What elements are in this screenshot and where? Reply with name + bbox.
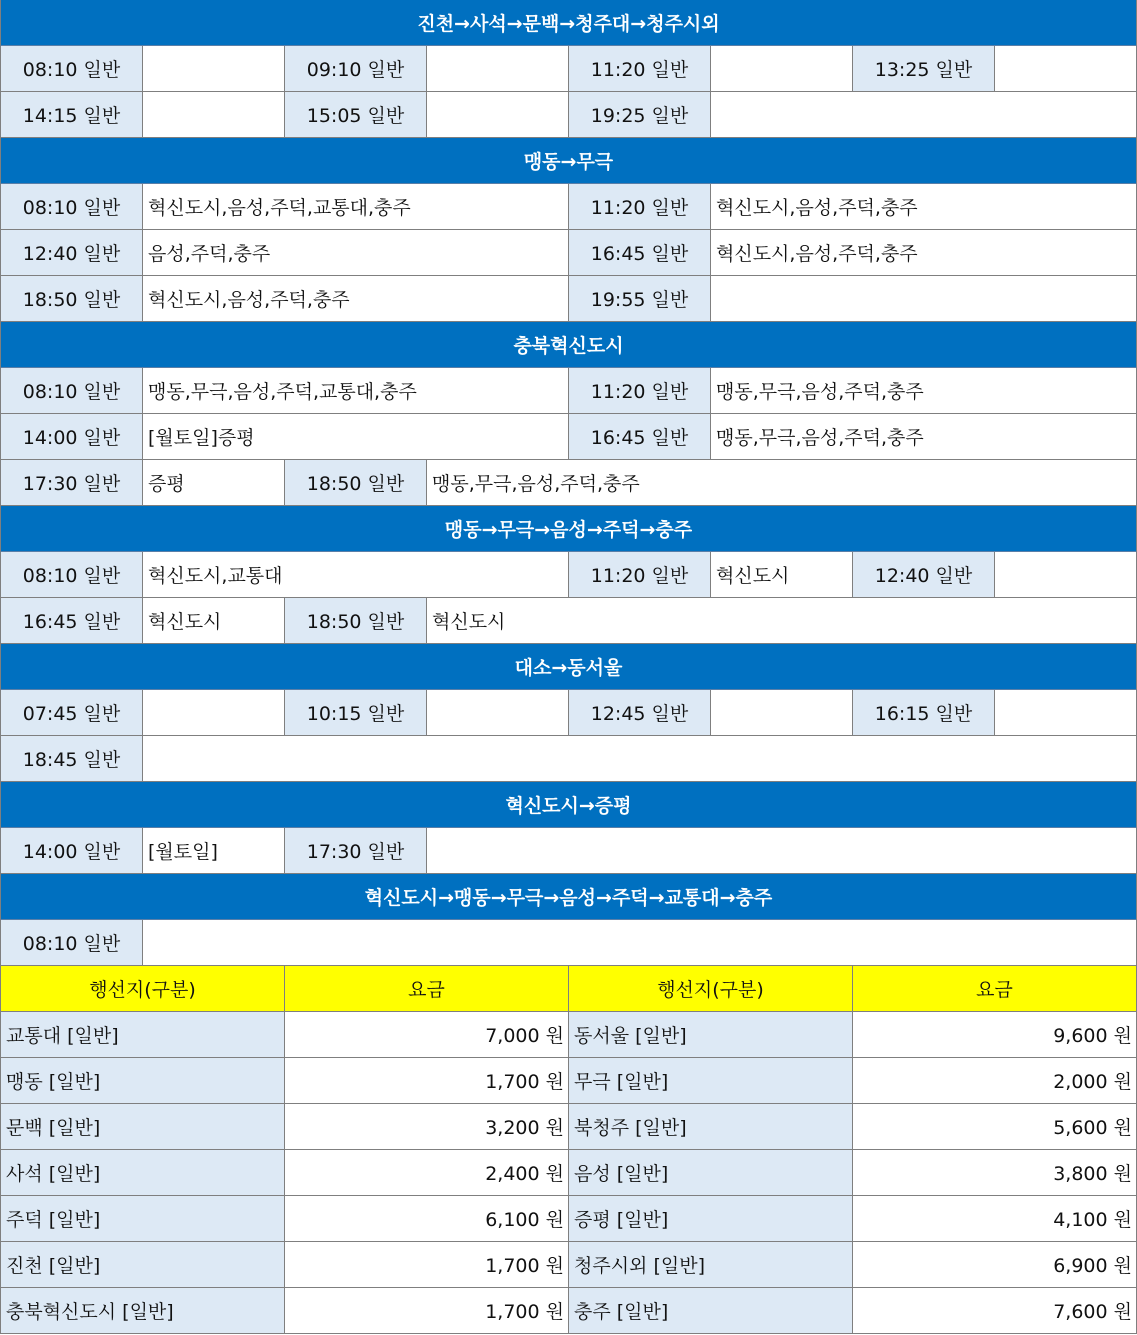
fare-price: 1,700 원 <box>285 1058 569 1104</box>
destination-note <box>143 920 1137 966</box>
departure-time: 16:45 일반 <box>0 598 143 644</box>
departure-time: 11:20 일반 <box>569 552 711 598</box>
schedule-row <box>0 828 1137 874</box>
departure-time: 18:50 일반 <box>285 460 427 506</box>
departure-time: 16:45 일반 <box>569 414 711 460</box>
fare-destination: 맹동 [일반] <box>0 1058 285 1104</box>
destination-note: [월토일] <box>143 828 285 874</box>
departure-time: 18:45 일반 <box>0 736 143 782</box>
schedule-row <box>0 598 1137 644</box>
fare-destination-header: 행선지(구분) <box>0 966 285 1012</box>
destination-note <box>143 736 1137 782</box>
departure-time: 11:20 일반 <box>569 184 711 230</box>
fare-price-header: 요금 <box>853 966 1137 1012</box>
departure-time: 12:40 일반 <box>853 552 995 598</box>
fare-price: 2,000 원 <box>853 1058 1137 1104</box>
departure-time: 16:15 일반 <box>853 690 995 736</box>
destination-note: [월토일]증평 <box>143 414 569 460</box>
destination-note <box>143 690 285 736</box>
departure-time: 08:10 일반 <box>0 552 143 598</box>
fare-price: 6,100 원 <box>285 1196 569 1242</box>
fare-destination: 음성 [일반] <box>569 1150 853 1196</box>
departure-time: 16:45 일반 <box>569 230 711 276</box>
section-title: 맹동→무극 <box>0 138 1137 184</box>
departure-time: 09:10 일반 <box>285 46 427 92</box>
schedule-row <box>0 368 1137 414</box>
departure-time: 08:10 일반 <box>0 184 143 230</box>
destination-note: 맹동,무극,음성,주덕,충주 <box>427 460 1137 506</box>
destination-note: 혁신도시,음성,주덕,교통대,충주 <box>143 184 569 230</box>
destination-note <box>427 92 569 138</box>
fare-row <box>0 1012 1137 1058</box>
fare-row <box>0 1288 1137 1334</box>
destination-note: 혁신도시,음성,주덕,충주 <box>711 230 1137 276</box>
fare-row <box>0 1242 1137 1288</box>
fare-destination: 증평 [일반] <box>569 1196 853 1242</box>
destination-note <box>711 46 853 92</box>
fare-destination-header: 행선지(구분) <box>569 966 853 1012</box>
destination-note: 혁신도시 <box>427 598 1137 644</box>
destination-note: 맹동,무극,음성,주덕,충주 <box>711 414 1137 460</box>
departure-time: 14:00 일반 <box>0 828 143 874</box>
destination-note: 맹동,무극,음성,주덕,교통대,충주 <box>143 368 569 414</box>
fare-row <box>0 1104 1137 1150</box>
fare-row <box>0 1196 1137 1242</box>
destination-note: 혁신도시,음성,주덕,충주 <box>711 184 1137 230</box>
fare-destination: 동서울 [일반] <box>569 1012 853 1058</box>
destination-note <box>711 276 1137 322</box>
departure-time: 19:25 일반 <box>569 92 711 138</box>
departure-time: 17:30 일반 <box>285 828 427 874</box>
fare-row <box>0 1058 1137 1104</box>
departure-time: 11:20 일반 <box>569 368 711 414</box>
schedule-row <box>0 92 1137 138</box>
destination-note <box>143 46 285 92</box>
destination-note: 혁신도시,음성,주덕,충주 <box>143 276 569 322</box>
destination-note <box>143 92 285 138</box>
schedule-row <box>0 736 1137 782</box>
fare-destination: 청주시외 [일반] <box>569 1242 853 1288</box>
destination-note <box>995 46 1137 92</box>
schedule-row <box>0 460 1137 506</box>
schedule-row <box>0 230 1137 276</box>
fare-destination: 북청주 [일반] <box>569 1104 853 1150</box>
destination-note: 증평 <box>143 460 285 506</box>
fare-destination: 주덕 [일반] <box>0 1196 285 1242</box>
destination-note <box>427 690 569 736</box>
destination-note <box>427 828 1137 874</box>
fare-price: 1,700 원 <box>285 1288 569 1334</box>
section-title: 진천→사석→문백→청주대→청주시외 <box>0 0 1137 46</box>
departure-time: 19:55 일반 <box>569 276 711 322</box>
fare-price: 2,400 원 <box>285 1150 569 1196</box>
fare-destination: 충주 [일반] <box>569 1288 853 1334</box>
fare-destination: 문백 [일반] <box>0 1104 285 1150</box>
section-title: 충북혁신도시 <box>0 322 1137 368</box>
departure-time: 11:20 일반 <box>569 46 711 92</box>
departure-time: 18:50 일반 <box>0 276 143 322</box>
destination-note <box>995 552 1137 598</box>
schedule-row <box>0 552 1137 598</box>
schedule-row <box>0 414 1137 460</box>
fare-price: 6,900 원 <box>853 1242 1137 1288</box>
section-title: 대소→동서울 <box>0 644 1137 690</box>
section-title: 혁신도시→맹동→무극→음성→주덕→교통대→충주 <box>0 874 1137 920</box>
fare-price: 5,600 원 <box>853 1104 1137 1150</box>
schedule-row <box>0 184 1137 230</box>
fare-price: 7,600 원 <box>853 1288 1137 1334</box>
fare-price: 7,000 원 <box>285 1012 569 1058</box>
fare-destination: 진천 [일반] <box>0 1242 285 1288</box>
section-title: 맹동→무극→음성→주덕→충주 <box>0 506 1137 552</box>
destination-note: 혁신도시 <box>711 552 853 598</box>
schedule-row <box>0 920 1137 966</box>
fare-destination: 사석 [일반] <box>0 1150 285 1196</box>
departure-time: 12:45 일반 <box>569 690 711 736</box>
destination-note <box>711 690 853 736</box>
departure-time: 12:40 일반 <box>0 230 143 276</box>
destination-note <box>427 46 569 92</box>
departure-time: 13:25 일반 <box>853 46 995 92</box>
schedule-row <box>0 690 1137 736</box>
fare-destination: 교통대 [일반] <box>0 1012 285 1058</box>
destination-note <box>711 92 1137 138</box>
destination-note: 혁신도시,교통대 <box>143 552 569 598</box>
departure-time: 15:05 일반 <box>285 92 427 138</box>
fare-price: 3,800 원 <box>853 1150 1137 1196</box>
departure-time: 14:00 일반 <box>0 414 143 460</box>
destination-note: 혁신도시 <box>143 598 285 644</box>
schedule-row <box>0 46 1137 92</box>
destination-note: 음성,주덕,충주 <box>143 230 569 276</box>
departure-time: 08:10 일반 <box>0 368 143 414</box>
destination-note <box>995 690 1137 736</box>
departure-time: 08:10 일반 <box>0 920 143 966</box>
fare-price: 3,200 원 <box>285 1104 569 1150</box>
departure-time: 07:45 일반 <box>0 690 143 736</box>
departure-time: 17:30 일반 <box>0 460 143 506</box>
fare-header-row <box>0 966 1137 1012</box>
departure-time: 08:10 일반 <box>0 46 143 92</box>
departure-time: 18:50 일반 <box>285 598 427 644</box>
fare-price: 9,600 원 <box>853 1012 1137 1058</box>
schedule-row <box>0 276 1137 322</box>
fare-destination: 충북혁신도시 [일반] <box>0 1288 285 1334</box>
destination-note: 맹동,무극,음성,주덕,충주 <box>711 368 1137 414</box>
fare-price: 1,700 원 <box>285 1242 569 1288</box>
departure-time: 10:15 일반 <box>285 690 427 736</box>
fare-price-header: 요금 <box>285 966 569 1012</box>
section-title: 혁신도시→증평 <box>0 782 1137 828</box>
departure-time: 14:15 일반 <box>0 92 143 138</box>
fare-price: 4,100 원 <box>853 1196 1137 1242</box>
fare-destination: 무극 [일반] <box>569 1058 853 1104</box>
fare-row <box>0 1150 1137 1196</box>
